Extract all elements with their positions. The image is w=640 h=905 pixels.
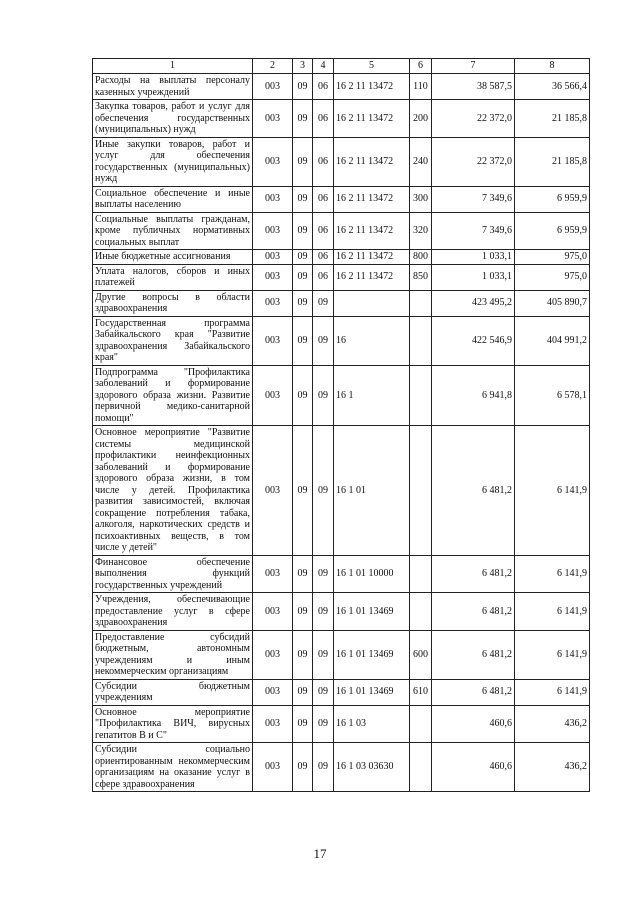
code-subsection: 06 — [313, 100, 334, 138]
amount-col7: 422 546,9 — [432, 316, 515, 365]
row-name: Государственная программа Забайкальского края "Развитие здравоохранения Забайкальского края" — [93, 316, 253, 365]
amount-col7: 22 372,0 — [432, 100, 515, 138]
code-subsection: 06 — [313, 212, 334, 250]
code-section: 09 — [293, 426, 313, 556]
amount-col7: 6 481,2 — [432, 630, 515, 679]
code-target-article: 16 1 01 10000 — [334, 555, 410, 593]
code-subsection: 09 — [313, 705, 334, 743]
page-number: 17 — [313, 846, 327, 861]
table-body — [93, 74, 590, 792]
code-section: 09 — [293, 212, 313, 250]
amount-col8: 21 185,8 — [515, 137, 590, 186]
amount-col7: 6 481,2 — [432, 555, 515, 593]
code-target-article: 16 2 11 13472 — [334, 250, 410, 265]
row-name: Иные бюджетные ассигнования — [93, 250, 253, 265]
amount-col7: 6 481,2 — [432, 426, 515, 556]
table-row — [93, 212, 590, 250]
code-expense-type: 800 — [410, 250, 432, 265]
code-target-article: 16 1 03 03630 — [334, 743, 410, 792]
code-expense-type — [410, 426, 432, 556]
code-ministry: 003 — [253, 186, 293, 212]
code-target-article: 16 2 11 13472 — [334, 74, 410, 100]
column-header: 8 — [515, 59, 590, 74]
row-name: Уплата налогов, сборов и иных платежей — [93, 264, 253, 290]
amount-col8: 405 890,7 — [515, 290, 590, 316]
amount-col8: 436,2 — [515, 743, 590, 792]
code-section: 09 — [293, 250, 313, 265]
amount-col8: 6 141,9 — [515, 679, 590, 705]
column-header: 6 — [410, 59, 432, 74]
code-subsection: 09 — [313, 593, 334, 631]
table-row — [93, 743, 590, 792]
amount-col8: 6 141,9 — [515, 593, 590, 631]
table-row — [93, 290, 590, 316]
amount-col7: 1 033,1 — [432, 250, 515, 265]
code-expense-type — [410, 743, 432, 792]
code-ministry: 003 — [253, 100, 293, 138]
code-section: 09 — [293, 290, 313, 316]
amount-col7: 7 349,6 — [432, 186, 515, 212]
code-expense-type: 240 — [410, 137, 432, 186]
code-target-article: 16 1 03 — [334, 705, 410, 743]
table-row — [93, 186, 590, 212]
table-row — [93, 264, 590, 290]
row-name: Субсидии бюджетным учреждениям — [93, 679, 253, 705]
code-expense-type: 320 — [410, 212, 432, 250]
code-target-article: 16 2 11 13472 — [334, 186, 410, 212]
amount-col8: 975,0 — [515, 264, 590, 290]
code-section: 09 — [293, 593, 313, 631]
header-row — [93, 59, 590, 74]
code-subsection: 06 — [313, 264, 334, 290]
amount-col7: 6 481,2 — [432, 593, 515, 631]
code-section: 09 — [293, 555, 313, 593]
amount-col7: 6 941,8 — [432, 365, 515, 426]
row-name: Учреждения, обеспечивающие предоставление услуг в сфере здравоохранения — [93, 593, 253, 631]
code-ministry: 003 — [253, 705, 293, 743]
code-ministry: 003 — [253, 264, 293, 290]
amount-col8: 6 141,9 — [515, 630, 590, 679]
row-name: Субсидии социально ориентированным некоммерческим организациям на оказание услуг в сфере здравоохранения — [93, 743, 253, 792]
code-target-article: 16 2 11 13472 — [334, 264, 410, 290]
code-subsection: 06 — [313, 74, 334, 100]
code-expense-type: 850 — [410, 264, 432, 290]
code-target-article: 16 2 11 13472 — [334, 137, 410, 186]
amount-col8: 6 141,9 — [515, 426, 590, 556]
code-section: 09 — [293, 74, 313, 100]
code-section: 09 — [293, 186, 313, 212]
row-name: Закупка товаров, работ и услуг для обеспечения государственных (муниципальных) нужд — [93, 100, 253, 138]
code-ministry: 003 — [253, 316, 293, 365]
code-subsection: 09 — [313, 555, 334, 593]
code-target-article: 16 1 01 — [334, 426, 410, 556]
code-section: 09 — [293, 630, 313, 679]
code-ministry: 003 — [253, 137, 293, 186]
code-expense-type — [410, 593, 432, 631]
code-section: 09 — [293, 100, 313, 138]
amount-col8: 436,2 — [515, 705, 590, 743]
code-section: 09 — [293, 264, 313, 290]
code-subsection: 09 — [313, 426, 334, 556]
code-ministry: 003 — [253, 426, 293, 556]
column-header: 5 — [334, 59, 410, 74]
table-row — [93, 679, 590, 705]
code-expense-type — [410, 365, 432, 426]
code-ministry: 003 — [253, 679, 293, 705]
amount-col8: 36 566,4 — [515, 74, 590, 100]
amount-col7: 22 372,0 — [432, 137, 515, 186]
code-section: 09 — [293, 743, 313, 792]
amount-col8: 6 959,9 — [515, 186, 590, 212]
code-subsection: 09 — [313, 743, 334, 792]
table-row — [93, 593, 590, 631]
code-ministry: 003 — [253, 555, 293, 593]
code-expense-type: 610 — [410, 679, 432, 705]
code-subsection: 09 — [313, 630, 334, 679]
table-row — [93, 74, 590, 100]
code-target-article: 16 1 01 13469 — [334, 679, 410, 705]
code-ministry: 003 — [253, 212, 293, 250]
code-ministry: 003 — [253, 593, 293, 631]
code-section: 09 — [293, 679, 313, 705]
column-header: 4 — [313, 59, 334, 74]
amount-col8: 975,0 — [515, 250, 590, 265]
code-ministry: 003 — [253, 630, 293, 679]
amount-col7: 38 587,5 — [432, 74, 515, 100]
code-target-article: 16 1 01 13469 — [334, 593, 410, 631]
table-row — [93, 426, 590, 556]
row-name: Основное мероприятие "Развитие системы медицинской профилактики неинфекционных заболеваний и формирование здорового образа жизни, в том числе у детей. Профилактика развития зависимостей, включая сокращение потребления табака, алкоголя, наркотических средств и психоактивных веществ, в том числе у детей" — [93, 426, 253, 556]
code-section: 09 — [293, 365, 313, 426]
code-section: 09 — [293, 705, 313, 743]
row-name: Социальное обеспечение и иные выплаты населению — [93, 186, 253, 212]
code-subsection: 06 — [313, 250, 334, 265]
row-name: Подпрограмма "Профилактика заболеваний и формирование здорового образа жизни. Развитие первичной медико-санитарной помощи" — [93, 365, 253, 426]
row-name: Финансовое обеспечение выполнения функций государственных учреждений — [93, 555, 253, 593]
amount-col7: 423 495,2 — [432, 290, 515, 316]
amount-col7: 7 349,6 — [432, 212, 515, 250]
column-header: 2 — [253, 59, 293, 74]
code-target-article: 16 2 11 13472 — [334, 212, 410, 250]
code-expense-type: 110 — [410, 74, 432, 100]
row-name: Основное мероприятие "Профилактика ВИЧ, вирусных гепатитов В и С" — [93, 705, 253, 743]
amount-col8: 6 959,9 — [515, 212, 590, 250]
code-expense-type — [410, 705, 432, 743]
code-expense-type — [410, 290, 432, 316]
code-expense-type: 200 — [410, 100, 432, 138]
code-section: 09 — [293, 137, 313, 186]
code-target-article — [334, 290, 410, 316]
code-subsection: 06 — [313, 186, 334, 212]
code-ministry: 003 — [253, 743, 293, 792]
code-target-article: 16 — [334, 316, 410, 365]
code-target-article: 16 1 01 13469 — [334, 630, 410, 679]
code-ministry: 003 — [253, 365, 293, 426]
table-row — [93, 705, 590, 743]
amount-col8: 6 578,1 — [515, 365, 590, 426]
amount-col7: 6 481,2 — [432, 679, 515, 705]
code-expense-type: 300 — [410, 186, 432, 212]
code-subsection: 06 — [313, 137, 334, 186]
amount-col7: 460,6 — [432, 743, 515, 792]
column-header: 1 — [93, 59, 253, 74]
row-name: Социальные выплаты гражданам, кроме публичных нормативных социальных выплат — [93, 212, 253, 250]
amount-col8: 6 141,9 — [515, 555, 590, 593]
amount-col7: 460,6 — [432, 705, 515, 743]
code-subsection: 09 — [313, 365, 334, 426]
code-expense-type: 600 — [410, 630, 432, 679]
code-target-article: 16 1 — [334, 365, 410, 426]
table-row — [93, 316, 590, 365]
amount-col7: 1 033,1 — [432, 264, 515, 290]
row-name: Другие вопросы в области здравоохранения — [93, 290, 253, 316]
table-row — [93, 555, 590, 593]
code-subsection: 09 — [313, 290, 334, 316]
amount-col8: 404 991,2 — [515, 316, 590, 365]
column-header: 7 — [432, 59, 515, 74]
code-subsection: 09 — [313, 679, 334, 705]
table-row — [93, 630, 590, 679]
code-ministry: 003 — [253, 250, 293, 265]
row-name: Предоставление субсидий бюджетным, автономным учреждениям и иным некоммерческим организациям — [93, 630, 253, 679]
amount-col8: 21 185,8 — [515, 100, 590, 138]
row-name: Иные закупки товаров, работ и услуг для обеспечения государственных (муниципальных) нужд — [93, 137, 253, 186]
table-row — [93, 250, 590, 265]
code-expense-type — [410, 555, 432, 593]
column-header: 3 — [293, 59, 313, 74]
code-subsection: 09 — [313, 316, 334, 365]
table-row — [93, 365, 590, 426]
table-row — [93, 100, 590, 138]
code-expense-type — [410, 316, 432, 365]
code-ministry: 003 — [253, 290, 293, 316]
budget-table — [92, 58, 590, 792]
table-row — [93, 137, 590, 186]
code-section: 09 — [293, 316, 313, 365]
row-name: Расходы на выплаты персоналу казенных учреждений — [93, 74, 253, 100]
code-target-article: 16 2 11 13472 — [334, 100, 410, 138]
code-ministry: 003 — [253, 74, 293, 100]
